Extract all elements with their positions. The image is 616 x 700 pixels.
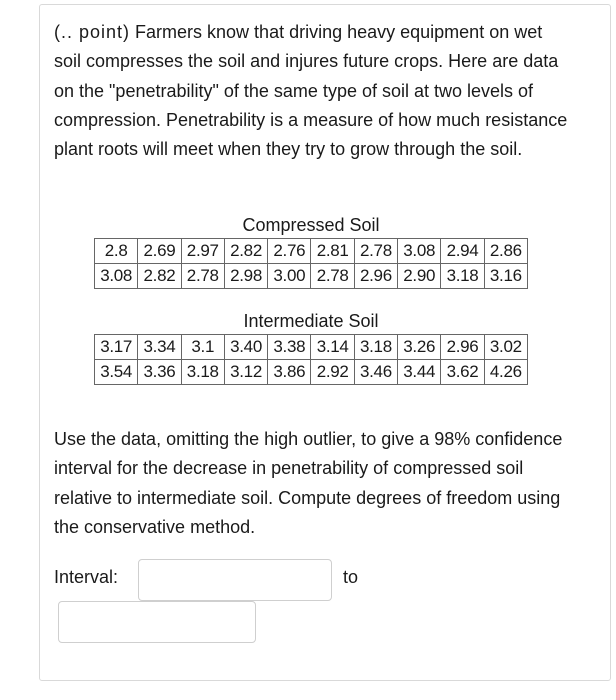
intro-text: Farmers know that driving heavy equipment on wet soil compresses the soil and injures future crops. Here are data on the "penetrability" of the same type of soil at two levels of compression. Penetrability is a measure of how much resistance plant roots will meet when they try to grow through the soil. bbox=[54, 22, 568, 160]
table-cell: 3.1 bbox=[181, 335, 224, 360]
table-cell: 3.14 bbox=[311, 335, 354, 360]
table-cell: 2.96 bbox=[354, 264, 397, 289]
compressed-soil-block bbox=[94, 213, 528, 289]
table-row bbox=[95, 335, 528, 360]
table-cell: 2.78 bbox=[181, 264, 224, 289]
table-cell: 3.18 bbox=[441, 264, 484, 289]
table-cell: 2.97 bbox=[181, 239, 224, 264]
table-cell: 3.18 bbox=[181, 360, 224, 385]
table-cell: 3.18 bbox=[354, 335, 397, 360]
table-cell: 3.54 bbox=[95, 360, 138, 385]
table-row bbox=[95, 360, 528, 385]
question-text: Use the data, omitting the high outlier, to give a 98% confidence interval for the decrease in penetrability of compressed soil relative to intermediate soil. Compute degrees of freedom using the conservative method. bbox=[54, 429, 563, 537]
table-cell: 2.8 bbox=[95, 239, 138, 264]
intermediate-soil-block bbox=[94, 309, 528, 385]
table-cell: 3.08 bbox=[95, 264, 138, 289]
table-cell: 3.62 bbox=[441, 360, 484, 385]
lower-bound-input[interactable] bbox=[138, 559, 332, 601]
problem-intro bbox=[54, 18, 574, 164]
upper-bound-input[interactable] bbox=[58, 601, 256, 643]
table-cell: 2.96 bbox=[441, 335, 484, 360]
intermediate-soil-title: Intermediate Soil bbox=[243, 311, 379, 331]
table-cell: 3.34 bbox=[138, 335, 181, 360]
table-cell: 3.26 bbox=[398, 335, 441, 360]
table-row bbox=[95, 264, 528, 289]
table-cell: 3.44 bbox=[398, 360, 441, 385]
table-cell: 2.94 bbox=[441, 239, 484, 264]
table-cell: 3.36 bbox=[138, 360, 181, 385]
table-cell: 3.02 bbox=[484, 335, 527, 360]
interval-label: Interval: bbox=[54, 567, 119, 587]
table-cell: 2.78 bbox=[311, 264, 354, 289]
table-cell: 2.98 bbox=[224, 264, 267, 289]
table-cell: 2.92 bbox=[311, 360, 354, 385]
table-cell: 2.69 bbox=[138, 239, 181, 264]
points-label: (.. point) bbox=[54, 22, 131, 42]
table-cell: 3.00 bbox=[268, 264, 311, 289]
table-cell: 2.78 bbox=[354, 239, 397, 264]
table-cell: 2.86 bbox=[484, 239, 527, 264]
table-cell: 4.26 bbox=[484, 360, 527, 385]
table-row bbox=[95, 239, 528, 264]
table-cell: 3.08 bbox=[398, 239, 441, 264]
table-cell: 2.82 bbox=[224, 239, 267, 264]
table-cell: 3.16 bbox=[484, 264, 527, 289]
compressed-soil-title: Compressed Soil bbox=[242, 215, 380, 235]
table-cell: 3.38 bbox=[268, 335, 311, 360]
table-cell: 2.76 bbox=[268, 239, 311, 264]
table-cell: 3.12 bbox=[224, 360, 267, 385]
intermediate-soil-table bbox=[94, 334, 528, 385]
table-cell: 3.46 bbox=[354, 360, 397, 385]
table-cell: 3.86 bbox=[268, 360, 311, 385]
table-cell: 3.40 bbox=[224, 335, 267, 360]
to-label: to bbox=[343, 567, 359, 587]
compressed-soil-table bbox=[94, 238, 528, 289]
table-cell: 2.82 bbox=[138, 264, 181, 289]
table-cell: 2.90 bbox=[398, 264, 441, 289]
table-cell: 2.81 bbox=[311, 239, 354, 264]
table-cell: 3.17 bbox=[95, 335, 138, 360]
